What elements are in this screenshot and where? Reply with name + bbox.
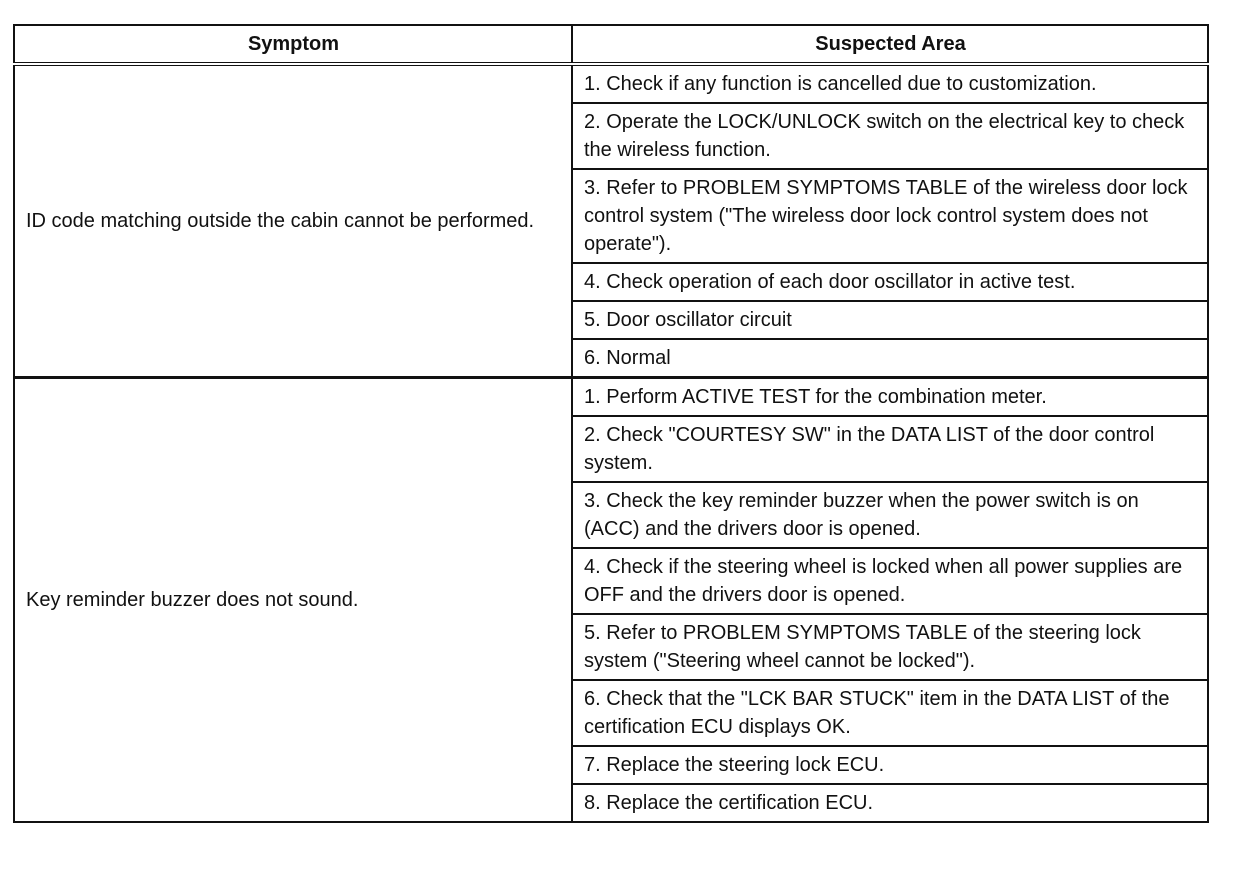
suspected-area-cell: 5. Door oscillator circuit [572,301,1208,339]
suspected-area-cell: 2. Check "COURTESY SW" in the DATA LIST of the door control system. [572,416,1208,482]
suspected-area-cell: 5. Refer to PROBLEM SYMPTOMS TABLE of the steering lock system ("Steering wheel cannot be locked"). [572,614,1208,680]
table-row [14,378,1208,417]
suspected-area-cell: 8. Replace the certification ECU. [572,784,1208,822]
symptom-header: Symptom [14,25,572,64]
problem-symptoms-table [13,24,1209,823]
suspected-area-header: Suspected Area [572,25,1208,64]
symptom-cell-id-code: ID code matching outside the cabin cannot be performed. [14,64,572,378]
suspected-area-cell: 4. Check operation of each door oscillator in active test. [572,263,1208,301]
suspected-area-cell: 7. Replace the steering lock ECU. [572,746,1208,784]
suspected-area-cell: 3. Check the key reminder buzzer when the power switch is on (ACC) and the drivers door is opened. [572,482,1208,548]
suspected-area-cell: 6. Check that the "LCK BAR STUCK" item in the DATA LIST of the certification ECU displays OK. [572,680,1208,746]
suspected-area-cell: 6. Normal [572,339,1208,378]
suspected-area-cell: 1. Perform ACTIVE TEST for the combination meter. [572,378,1208,417]
suspected-area-cell: 2. Operate the LOCK/UNLOCK switch on the electrical key to check the wireless function. [572,103,1208,169]
header-row [14,25,1208,64]
table-row [14,64,1208,103]
suspected-area-cell: 3. Refer to PROBLEM SYMPTOMS TABLE of the wireless door lock control system ("The wireless door lock control system does not operate"). [572,169,1208,263]
symptom-cell-key-reminder: Key reminder buzzer does not sound. [14,378,572,823]
suspected-area-cell: 1. Check if any function is cancelled due to customization. [572,64,1208,103]
suspected-area-cell: 4. Check if the steering wheel is locked when all power supplies are OFF and the drivers door is opened. [572,548,1208,614]
